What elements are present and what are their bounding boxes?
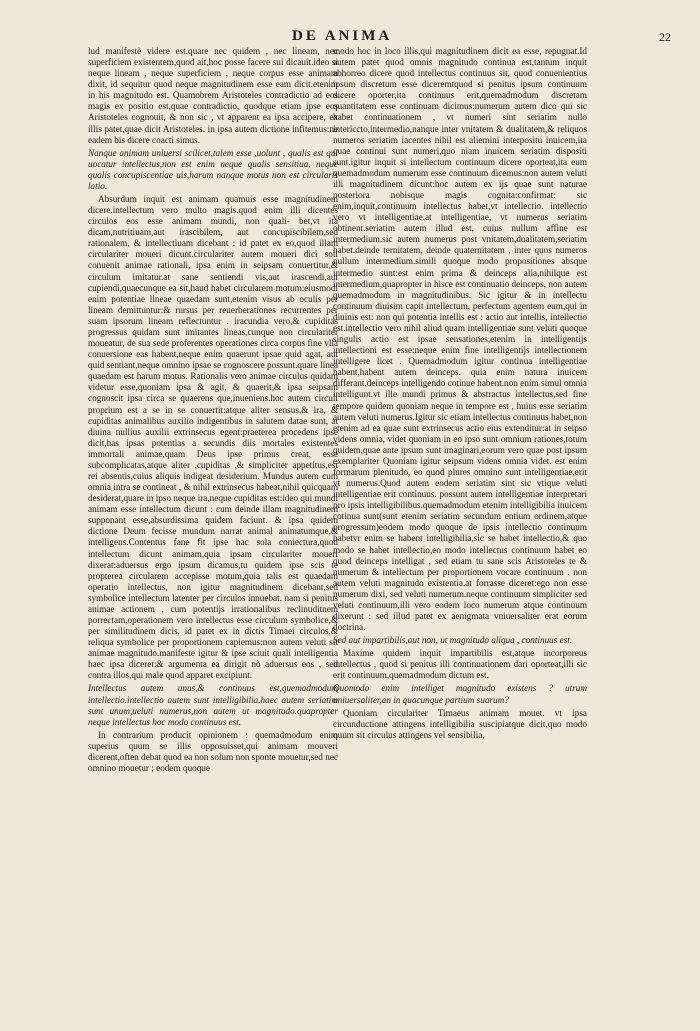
right-paragraph: Quoniam circulariter Timaeus animam mouet. vt ipsa circunductione attingens intelligibilia suscipiatque dicit,quo modo quum sit circulus attingens vel sensibilia, (333, 707, 587, 740)
left-column (88, 46, 338, 774)
left-paragraph: lud manifestè videre est.quare nec quidem , nec lineam, nec superficiem existentem,quod ait,hoc posse facere sui dicauit.ideo si neque lineam , neque superficiem , neque corpus esse animam dixit, id sequitur quod neque magnitudinem esse eam dicit.etenim in his magnitudo est. Quamobrem Aristoteles contradictio ad eos magis ex positio est,quae contradictio, quodque etiam ipse eos Aristoteles cognouit, & non sic , vt apparent ea ipsa accipere, ex illis patet,quae dicit Aristoteles. in ipsa autem dictione infitemus:ne eadem bis dicere coacti simus. (88, 46, 338, 145)
left-quoted-passage: Nanque animam uniuersi scilicet,talem esse ,uolunt , qualis est qui uocatur intellectus,non est enim neque qualis sensitiua, neque qualis concupiscentiae uis,harum nanque motus non est circularis latio. (88, 147, 338, 191)
page-header (0, 28, 700, 46)
right-quoted-passage: Quomodo enim intelliget magnitudo existens ? utrum uniuersaliter,an in quacunque partium suarum? (333, 683, 587, 705)
right-paragraph: Maxime quidem inquit impartibilis est,atque incorporeus intellectus , quod si penitus illi continuationem dari oporteat,illi sic erit continuum,quemadmodum dictum est. (333, 648, 587, 681)
running-title: DE ANIMA (292, 28, 393, 44)
right-column (333, 46, 587, 741)
page-number: 22 (659, 30, 671, 44)
right-paragraph: modo hoc in loco illis,qui magnitudinem dicit ea esse, repugnat.Id autem patet quod omnis magnitudo continua est,tantum inquit abhorreo dicere quod intellectus continuus sit, quod conuenientius ipsum discretum esse diceremtquod si penitus ipsum continuum dicere oporter,ita continuus erit,quemadmodum discretam quantitatem esse continuam dicimus:numerum autem dico qui sic habet continuationem , vt numeri sint seriatim nullo intericcto,intermedio,nanque inter vnitatem & dualitatem,& reliquos numeros seriatim iacentes nihil est aliemini interpositu inuicem,ita quae continui sunt numeri,quo niam inuicem seriatim dispositi sunt.igitur inquit si intellectum continuum dicere oporteat,ita eum quemadmodum numerum esse continuum dicemus:non autem veluti illi magnitudinem dicunt:hoc autem ex ijs quae sunt naturae posteriora nobisque magis cognita:confirmat: sic enim,inquit,continuum intellectus habet,vt intellectio. intellectio vero vt intelligentiae.at intelligentiae, vt numerus seriatim obtinent.seriatim autem illud est, cuius nullum affine est intermedium.sic autem numerus post vnitatem,dualitatem,seriatim habet.deinde ternitatem, deinde quaternitatem , inter quos numeros nullum intermedium.simili quoque modo propositiones absque intermedio sunt:est enim prima & deinceps alia,nihilque est intermedium,quapropter in hisce est continuatio deinceps, non autem quemadmodum in magnitudinibus. Sic igitur & in intellectu continuum diuisim capit intellectum, perfectum agentem eum,qui in diuinis est: non qui potentia intellis est : actio aut intellis, intellectio est.intellectio vero nihil aliud quam intelligentiae sunt veluti quoque singulis actio est ipsae sensationes,etenim in intelligentijs intellectioni est esse:neque enim fine intelligentijs intellectionem intelligere licet . Quemadmodum igitur continua intelligentiae habent,habent autem deinceps. quia enim natura inuicem differant,deinceps intelligendo cotinue habent.non enim simul omnia intelligunt.vt ille mundi primus & abstractus intellectus,sed fine tempore quidem quoniam neque in tempore est , huius esse seriatim autem veluti numerus.Igitur sic etiam intellectus continuus habet,non etenim ad ea quae sunt extrinsecus actio eius extenditur:at in seipso videns omnia, videt quoniam in eo ipso sunt omnium rationes,totum quidem,quae ante ipsum sunt imaginari,eorum vero quae post ipsum exemplariter Quoniam igitur seipsum videns omnia videt. est enim formarum plenitudo, eo quod plures omnino sunt intelligentiae,erit vt numerus.Quod autem eodem seriatim sint sic vtique veluti intelligentiae erit continuus. possunt autem intelligentiae interpretari pro ipsis intelligibilibus.quemadmodum etenim intelligibilia inuicem cotinua sunt(sunt etenim seriatim secundum entium ordinem,atque progressum)eodem modo quoque de ipsis intellectio continuum habetvr enim se habent intelligibilia,sic se habet intellectio,& quo modo se habet intellectio,eo modo intellectus continuum habet eo quod deinceps intelligat , sed etiam tu sane scis Aristoteles te & numerum & intellectum per proportionem vocare continuum . non autem veluti magnitudo existentia.at forrasse diceret:ego non esse numerum dixi, sed veluti numerum.neque continuum simpliciter sed veluti continuum,illi vero eodem loco numerum atque continuum dixerunt : sed illud patet ex aenigmata vniuersaliter erat eorum doctrina. (333, 46, 587, 633)
left-paragraph: Absurdum inquit est animam quamuis esse magnitudinem dicere.intellectum vero multo magis.quod enim illi dicentes circulos eos esse animam mundi, non quali- bet,vt ita dicam,nutritiuam,aut irascibilem, aut concupiscibilem,sed rationalem, & intellectiuam dicebant : id patet ex eo,quod illam circulariter moueri dicunt.circulariter autem moueri dici soli conuenit animae rationali, ipsa enim in seipsam conuertitur,& circulum imitatur.at sane sentiendi vis,aut irascendi,aut cupiendi,quaecunque ea sit,haud habet circularem motum:eiusmodi enim potentiae lineae quaedam sunt,etenim visus ab oculis per lineam demittuntur:& rursus per reuerberationes recurrentes per suam ipsorum lineam reflectuntur . iracundia vero,& cupiditas progressus quidam sunt imitantes lineas,cunque non circulariter moueatur, de sua sede proferentes operationes circa corpus fine vlla conuersione eas habent,neque enim quaerunt ipsae quid agat, aut quid sentiant,neque omnino ipsae se cognoscere possunt.quare linea quaedam est harum motus. Rationalis vero animae circulus quidam videtur esse,quoniam ipsa & agit, & quaerit,& ipsa seipsam cognoscit ipsa circa se quaerens que,inueniens.hoc autem circuli proprium est a se in se conuertit:atque aliter sensus,& ira, & cupiditas animalibus auxilio indigentibus in salutem datae sunt, at diuina nullius auxilii extrinsecus egent:praeterea procedens ipse dicit,has ipsas potentias a secundis diis mortales existentes immortali animae,quam Deus ipse primus creat, esse subcomplicatas,atque aliter ,cupiditas ,& simpliciter appetitus,est rei absentis,cuius aliquis indigeat desiderium. Mundus autem cum omnia intra se contineat , & nihil extrinsecus habeat,nihil quicquam desiderat,quare in ipso neque ira,neque cupiditas est:ideo qui mundi animam esse intellectum dicunt : cum deinde illam magnitudinem supponant esse,absurdissima quidem faciunt. & ipsa quidem dictione Deum fecisse mundum narrat animal animatumque,& intelligens.Contentus fane fit ipse hac sola coniectura,quod intellectum dicunt animam,quia ipsam circulariter moueri dixerat:aduersus ergo ipsum dicamus,tu quidem ipse scis te propterea circularem accepisse motum,quia talis est quaedam operatio intellectus, non igitur magnitudinem dicebant,sed symbolice intellectum latenter per circulos innuebat. nam si penitus animae actionem , cum potentijs irrationalibus reclinuditnem porrectam,operationem vero intellectus esse circulum symbolice,& per similitudinem dicis, id patet ex in dictis Timaei circulos,& reliqua symbolice per proportionem capiemus:non autem veluti sit animae magnitudo.manifeste igitur & ipse sciuit quali intelligentia haec ipsa diceret:& argumenta ea dirigit nò aduersus eos , sed contra illos,qui male quod apparet excipiunt. (88, 194, 338, 681)
right-quoted-passage: Sed aut impartibilis,aut non, ut magnitudo aliqua , continuus est. (333, 635, 573, 646)
left-quoted-passage: Intellectus autem unus,& continuus est,quemadmodum intellectio.intellectio autem sunt intelligibilia.haec autem seriatim sunt unum,ueluti numerus,non autem ut magnitudo.quapropter neque intellectus hoc modo continuus est. (88, 683, 338, 727)
left-paragraph: In contrarium producit opinionem : quemadmodum enim superius quum se illis opposuisset,qui animam mouveri dicerent,often debat quod ea non solum non sponte mouetur,sed nec omnino mouetur ; eodem quoque (88, 729, 338, 773)
